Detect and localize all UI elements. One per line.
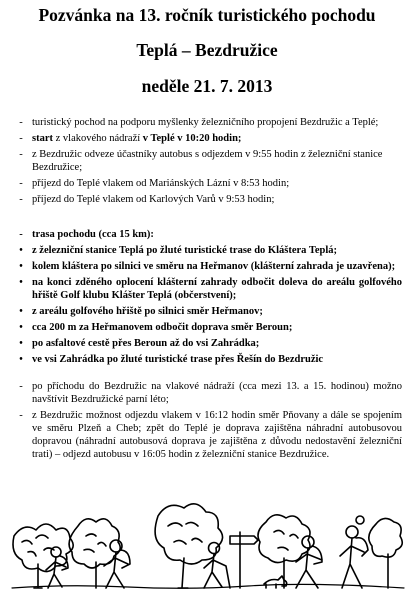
item-text: turistický pochod na podporu myšlenky železničního propojení Bezdružic a Teplé; [32,117,379,128]
title-date: neděle 21. 7. 2013 [141,76,273,96]
dash-marker: - [19,229,23,240]
list-item [12,148,402,174]
arrival-list [12,380,402,464]
dash-marker: - [19,149,23,160]
dash-marker: - [19,194,23,205]
item-text: cca 200 m za Heřmanovem odbočit doprava směr Beroun; [32,322,293,333]
route-step [12,353,402,366]
item-text: trasa pochodu (cca 15 km): [32,229,154,240]
title-line-1: Pozvánka na 13. ročník turistického pochodu [38,5,376,25]
route-step [12,276,402,302]
item-text: příjezd do Teplé vlakem od Mariánských Lázní v 8:53 hodin; [32,178,290,189]
item-text: z Bezdružic odveze účastníky autobus s odjezdem v 9:55 hodin z železniční stanice Bezdružice; [32,149,383,173]
item-text: ve vsi Zahrádka po žluté turistické trase přes Řešín do Bezdružic [32,354,324,365]
bullet-marker: • [19,354,23,365]
info-list [12,116,402,209]
list-item [12,380,402,406]
dash-marker: - [19,117,23,128]
item-text: z vlakového nádraží [53,133,143,144]
route-step [12,260,402,273]
item-text: příjezd do Teplé vlakem od Karlových Varů v 9:53 hodin; [32,194,275,205]
hikers-sketch-icon [8,466,406,594]
route-heading [12,228,402,241]
route-step [12,337,402,350]
bullet-marker: • [19,245,23,256]
bullet-marker: • [19,261,23,272]
list-item [12,409,402,461]
bullet-marker: • [19,338,23,349]
item-text: na konci zděného oplocení klášterní zahrady odbočit doleva do areálu golfového hřiště Golf klubu Klášter Teplá (občerstvení); [32,277,402,301]
route-step [12,305,402,318]
title-line-2: Teplá – Bezdružice [136,40,278,60]
list-item [12,193,402,206]
dash-marker: - [19,410,23,421]
item-text-bold: start [32,133,53,144]
item-text: po příchodu do Bezdružic na vlakové nádraží (cca mezi 13. a 15. hodinou) možno navštívit Bezdružické parní léto; [32,381,402,405]
item-text: kolem kláštera po silnici ve směru na Heřmanov (klášterní zahrada je uzavřena); [32,261,396,272]
route-list [12,228,402,369]
item-text: po asfaltové cestě přes Beroun až do vsi Zahrádka; [32,338,260,349]
list-item [12,116,402,129]
item-text: z železniční stanice Teplá po žluté turistické trase do Kláštera Teplá; [32,245,338,256]
dash-marker: - [19,178,23,189]
route-step [12,244,402,257]
dash-marker: - [19,133,23,144]
item-text: z areálu golfového hřiště po silnici směr Heřmanov; [32,306,263,317]
item-text: z Bezdružic možnost odjezdu vlakem v 16:12 hodin směr Pňovany a dále se spojením ve směru Plzeň a Cheb; zpět do Teplé je doprava zajištěna náhradní autobusovou dopravou (náhradní autobusová doprava je zajištěna z důvodu nedostavění železniční trati) – odjezd autobusu v 16:05 hodin z železniční stanice Bezdružice. [32,410,402,460]
route-step [12,321,402,334]
bullet-marker: • [19,322,23,333]
list-item [12,177,402,190]
item-text-bold: v Teplé v 10:20 hodin; [142,133,242,144]
bullet-marker: • [19,277,23,288]
bullet-marker: • [19,306,23,317]
list-item [12,132,402,145]
dash-marker: - [19,381,23,392]
